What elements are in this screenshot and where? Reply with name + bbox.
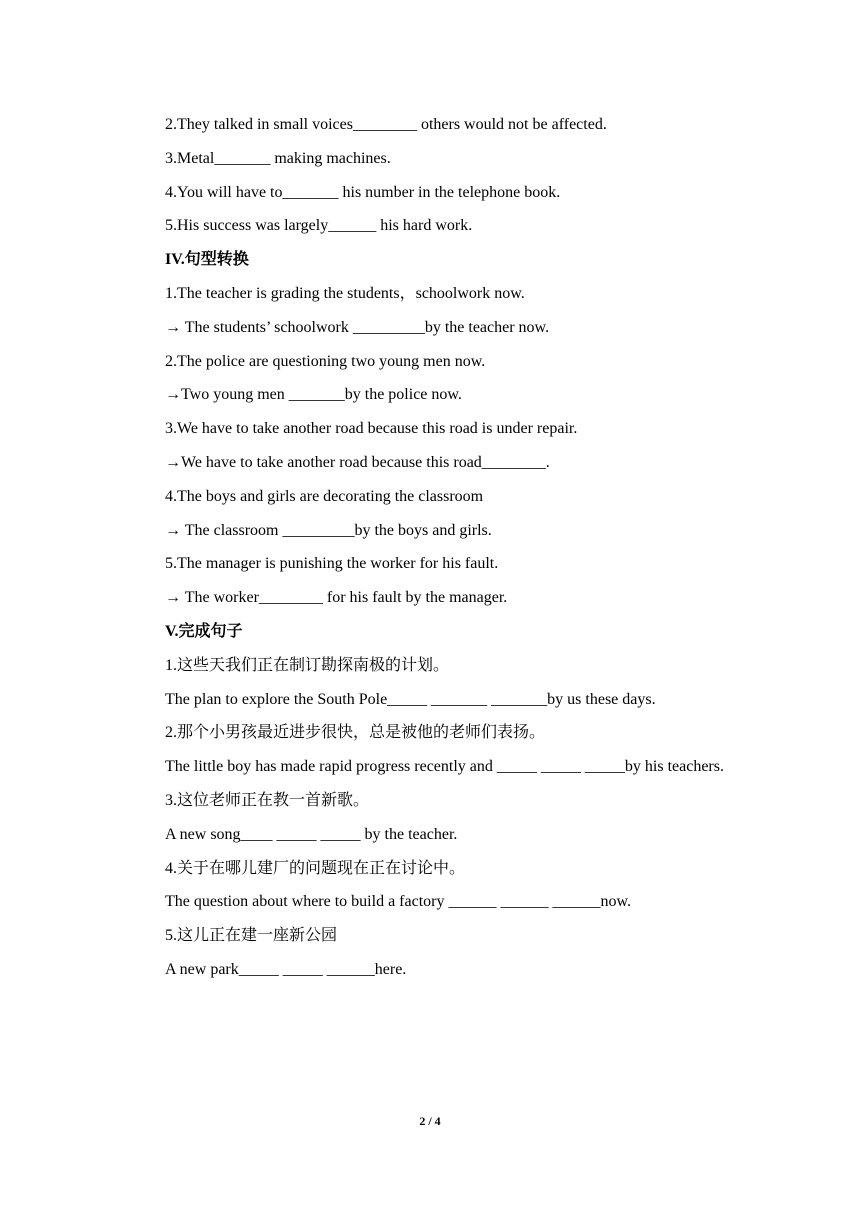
english-sentence: The question about where to build a factory ______ ______ ______now. bbox=[165, 893, 631, 911]
section-heading-v: V.完成句子 bbox=[165, 622, 243, 640]
exercise-item: → The classroom _________by the boys and girls. bbox=[165, 521, 492, 539]
exercise-item: 2.The police are questioning two young men now. bbox=[165, 352, 486, 370]
exercise-item: 3.Metal_______ making machines. bbox=[165, 149, 391, 167]
exercise-item: 4.You will have to_______ his number in the telephone book. bbox=[165, 183, 561, 201]
exercise-item: → The students’ schoolwork _________by the teacher now. bbox=[165, 318, 550, 336]
exercise-item: 2.They talked in small voices________ others would not be affected. bbox=[165, 116, 607, 133]
page-content bbox=[130, 108, 731, 987]
exercise-item: →Two young men _______by the police now. bbox=[165, 386, 462, 404]
exercise-item: 3.We have to take another road because this road is under repair. bbox=[165, 420, 578, 438]
exercise-item: 5.The manager is punishing the worker for his fault. bbox=[165, 555, 499, 573]
chinese-prompt: 5.这儿正在建一座新公园 bbox=[165, 927, 338, 945]
page-number: 2 / 4 bbox=[419, 1114, 441, 1128]
chinese-prompt: 1.这些天我们正在制订勘探南极的计划。 bbox=[165, 656, 450, 674]
exercise-item: 5.His success was largely______ his hard work. bbox=[165, 217, 473, 235]
chinese-prompt: 2.那个小男孩最近进步很快，总是被他的老师们表扬。 bbox=[165, 724, 546, 742]
english-sentence: The little boy has made rapid progress recently and _____ _____ _____by his teachers. bbox=[165, 758, 724, 776]
chinese-prompt: 3.这位老师正在教一首新歌。 bbox=[165, 791, 370, 809]
english-sentence: A new song____ _____ _____ by the teacher. bbox=[165, 825, 458, 843]
chinese-prompt: 4.关于在哪儿建厂的问题现在正在讨论中。 bbox=[165, 859, 466, 877]
exercise-item: → The worker________ for his fault by the manager. bbox=[165, 589, 508, 607]
section-heading-iv: IV.句型转换 bbox=[165, 251, 249, 269]
exercise-item: 1.The teacher is grading the students，schoolwork now. bbox=[165, 284, 525, 302]
english-sentence: The plan to explore the South Pole_____ _______ _______by us these days. bbox=[165, 690, 656, 708]
english-sentence: A new park_____ _____ ______here. bbox=[165, 960, 407, 978]
exercise-item: 4.The boys and girls are decorating the classroom bbox=[165, 487, 484, 505]
exercise-item: →We have to take another road because this road________. bbox=[165, 453, 550, 471]
